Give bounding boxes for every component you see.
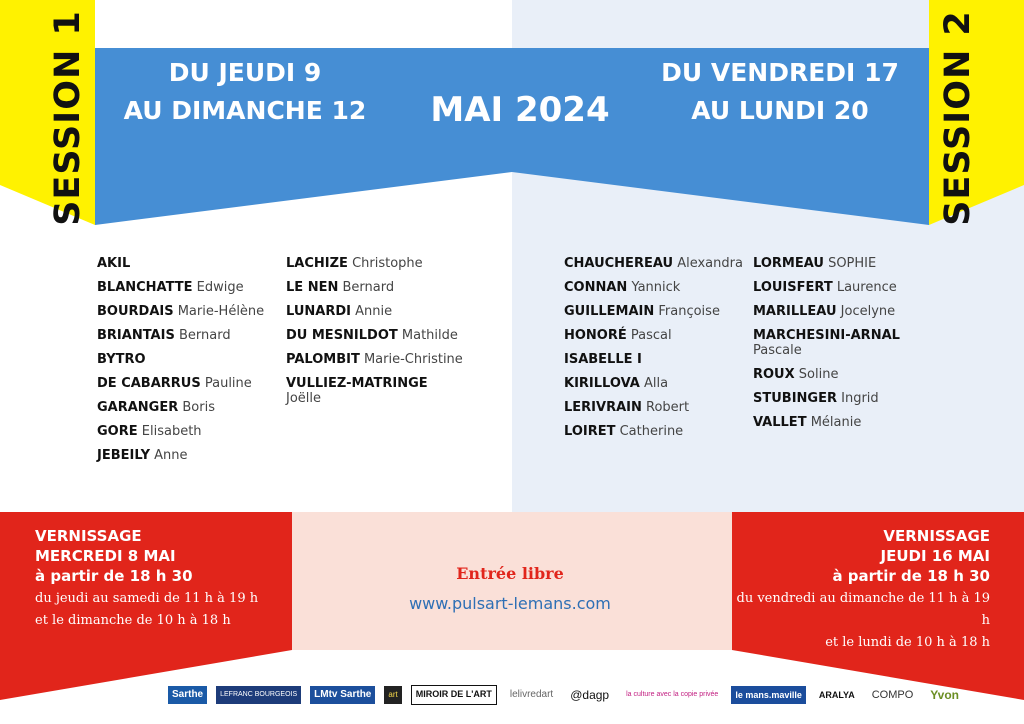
artist-first-name: Marie-Christine bbox=[363, 352, 463, 367]
artist-first-name: Pauline bbox=[204, 376, 252, 391]
artist-last-name: CONNAN bbox=[564, 280, 628, 295]
artist-first-name: Anne bbox=[154, 448, 188, 463]
artist-last-name: GORE bbox=[97, 424, 138, 439]
vernissage-session-2 bbox=[725, 526, 990, 654]
aralya-logo: ARALYA bbox=[818, 690, 855, 700]
artist-entry bbox=[97, 328, 277, 343]
artist-entry bbox=[97, 400, 277, 415]
artist-first-name: Jocelyne bbox=[840, 304, 896, 319]
art-logo: art bbox=[384, 686, 401, 704]
lefranc-bourgeois-logo: LEFRANC BOURGEOIS bbox=[216, 686, 301, 704]
vernissage-1-hours-2: et le dimanche de 10 h à 18 h bbox=[35, 613, 231, 628]
artist-last-name: AKIL bbox=[97, 256, 131, 271]
sarthe-logo: Sarthe bbox=[168, 686, 207, 704]
artist-entry bbox=[97, 352, 277, 367]
artist-last-name: STUBINGER bbox=[753, 391, 837, 406]
session-2-dates bbox=[650, 54, 910, 130]
artist-last-name: LUNARDI bbox=[286, 304, 351, 319]
artist-first-name: Pascal bbox=[630, 328, 672, 343]
artist-last-name: MARCHESINI-ARNAL bbox=[753, 328, 900, 343]
vernissage-1-hours-1: du jeudi au samedi de 11 h à 19 h bbox=[35, 591, 259, 606]
artist-entry bbox=[753, 328, 953, 358]
artist-first-name: Boris bbox=[182, 400, 215, 415]
artist-last-name: BYTRO bbox=[97, 352, 146, 367]
artist-first-name: Mélanie bbox=[810, 415, 862, 430]
artist-last-name: LACHIZE bbox=[286, 256, 348, 271]
vernissage-1-title: VERNISSAGE bbox=[35, 527, 142, 545]
artist-first-name: Joëlle bbox=[286, 391, 322, 406]
artist-entry bbox=[286, 256, 486, 271]
artist-last-name: JEBEILY bbox=[97, 448, 151, 463]
session-2-label: SESSION 2 bbox=[938, 10, 978, 226]
artist-first-name: SOPHIE bbox=[828, 256, 877, 271]
artist-entry bbox=[564, 352, 749, 367]
artist-entry bbox=[753, 256, 953, 271]
artist-column-1 bbox=[97, 256, 277, 472]
artist-entry bbox=[286, 352, 486, 367]
session-2-dates-line1: DU VENDREDI 17 bbox=[661, 58, 899, 87]
artist-last-name: DU MESNILDOT bbox=[286, 328, 398, 343]
artist-entry bbox=[564, 424, 749, 439]
artist-last-name: KIRILLOVA bbox=[564, 376, 640, 391]
artist-entry bbox=[97, 256, 277, 271]
free-entry-text: Entrée libre bbox=[456, 564, 564, 583]
artist-first-name: Alla bbox=[643, 376, 669, 391]
artist-entry bbox=[753, 280, 953, 295]
artist-first-name: Robert bbox=[646, 400, 690, 415]
artist-entry bbox=[97, 304, 277, 319]
session-1-dates-line2: AU DIMANCHE 12 bbox=[123, 96, 367, 125]
artist-entry bbox=[753, 415, 953, 430]
vernissage-2-hours-2: et le lundi de 10 h à 18 h bbox=[825, 635, 990, 650]
artist-last-name: LOUISFERT bbox=[753, 280, 833, 295]
artist-entry bbox=[97, 448, 277, 463]
artist-entry bbox=[564, 304, 749, 319]
artist-first-name: Marie-Hélène bbox=[177, 304, 265, 319]
artist-entry bbox=[753, 367, 953, 382]
artist-entry bbox=[286, 280, 486, 295]
artist-first-name: Mathilde bbox=[401, 328, 458, 343]
vernissage-1-day: MERCREDI 8 MAI bbox=[35, 547, 176, 565]
artist-last-name: BRIANTAIS bbox=[97, 328, 175, 343]
artist-last-name: VALLET bbox=[753, 415, 807, 430]
miroir-de-lart-logo: MIROIR DE L'ART bbox=[411, 685, 497, 705]
vernissage-session-1 bbox=[35, 526, 290, 632]
artist-first-name: Catherine bbox=[619, 424, 684, 439]
sponsor-logos bbox=[168, 684, 963, 706]
artist-last-name: LOIRET bbox=[564, 424, 616, 439]
vernissage-1-time: à partir de 18 h 30 bbox=[35, 567, 193, 585]
artist-last-name: GUILLEMAIN bbox=[564, 304, 655, 319]
artist-entry bbox=[753, 391, 953, 406]
session-2-dates-line2: AU LUNDI 20 bbox=[691, 96, 869, 125]
artist-entry bbox=[564, 376, 749, 391]
artist-first-name: Christophe bbox=[352, 256, 423, 271]
website-link[interactable]: www.pulsart-lemans.com bbox=[409, 594, 611, 613]
lelivredart-logo: lelivredart bbox=[509, 689, 554, 700]
artist-last-name: LE NEN bbox=[286, 280, 339, 295]
artist-entry bbox=[286, 304, 486, 319]
artist-last-name: BLANCHATTE bbox=[97, 280, 193, 295]
compo-logo: COMPO bbox=[871, 689, 914, 701]
artist-first-name: Soline bbox=[798, 367, 839, 382]
artist-last-name: BOURDAIS bbox=[97, 304, 174, 319]
artist-last-name: ISABELLE I bbox=[564, 352, 642, 367]
vernissage-2-title: VERNISSAGE bbox=[883, 527, 990, 545]
artist-entry bbox=[97, 280, 277, 295]
artist-last-name: GARANGER bbox=[97, 400, 179, 415]
vernissage-2-day: JEUDI 16 MAI bbox=[880, 547, 990, 565]
artist-last-name: HONORÉ bbox=[564, 328, 627, 343]
artist-entry bbox=[286, 328, 486, 343]
artist-last-name: DE CABARRUS bbox=[97, 376, 201, 391]
vernissage-2-time: à partir de 18 h 30 bbox=[832, 567, 990, 585]
le-mans-maville-logo: le mans.maville bbox=[731, 686, 806, 704]
session-1-dates bbox=[110, 54, 380, 130]
artist-last-name: MARILLEAU bbox=[753, 304, 837, 319]
artist-column-3 bbox=[564, 256, 749, 448]
artist-first-name: Ingrid bbox=[841, 391, 879, 406]
vernissage-2-hours-1: du vendredi au dimanche de 11 h à 19 h bbox=[736, 591, 990, 628]
artist-first-name: Laurence bbox=[836, 280, 897, 295]
artist-last-name: CHAUCHEREAU bbox=[564, 256, 674, 271]
artist-entry bbox=[97, 424, 277, 439]
artist-entry bbox=[564, 400, 749, 415]
yvon-logo: Yvon bbox=[930, 688, 959, 702]
artist-entry bbox=[753, 304, 953, 319]
artist-first-name: Yannick bbox=[631, 280, 681, 295]
artist-entry bbox=[564, 328, 749, 343]
artist-last-name: VULLIEZ-MATRINGE bbox=[286, 376, 428, 391]
artist-last-name: ROUX bbox=[753, 367, 795, 382]
artist-last-name: LORMEAU bbox=[753, 256, 824, 271]
artist-entry bbox=[286, 376, 486, 406]
session-1-label: SESSION 1 bbox=[48, 10, 88, 226]
artist-first-name: Bernard bbox=[342, 280, 395, 295]
artist-first-name: Elisabeth bbox=[141, 424, 202, 439]
artist-entry bbox=[564, 280, 749, 295]
session-1-dates-line1: DU JEUDI 9 bbox=[168, 58, 322, 87]
artist-entry bbox=[564, 256, 749, 271]
artist-entry bbox=[97, 376, 277, 391]
artist-first-name: Alexandra bbox=[677, 256, 743, 271]
adagp-logo: @dagp bbox=[570, 688, 610, 702]
artist-column-2 bbox=[286, 256, 486, 415]
artist-first-name: Annie bbox=[355, 304, 393, 319]
artist-first-name: Bernard bbox=[178, 328, 231, 343]
artist-first-name: Françoise bbox=[658, 304, 720, 319]
copie-privee-logo: la culture avec la copie privée bbox=[626, 691, 719, 698]
artist-last-name: LERIVRAIN bbox=[564, 400, 642, 415]
artist-column-4 bbox=[753, 256, 953, 439]
artist-first-name: Edwige bbox=[196, 280, 244, 295]
lmtv-logo: LMtv Sarthe bbox=[310, 686, 375, 704]
artist-first-name: Pascale bbox=[753, 343, 802, 358]
month-title: MAI 2024 bbox=[430, 90, 610, 130]
artist-last-name: PALOMBIT bbox=[286, 352, 360, 367]
